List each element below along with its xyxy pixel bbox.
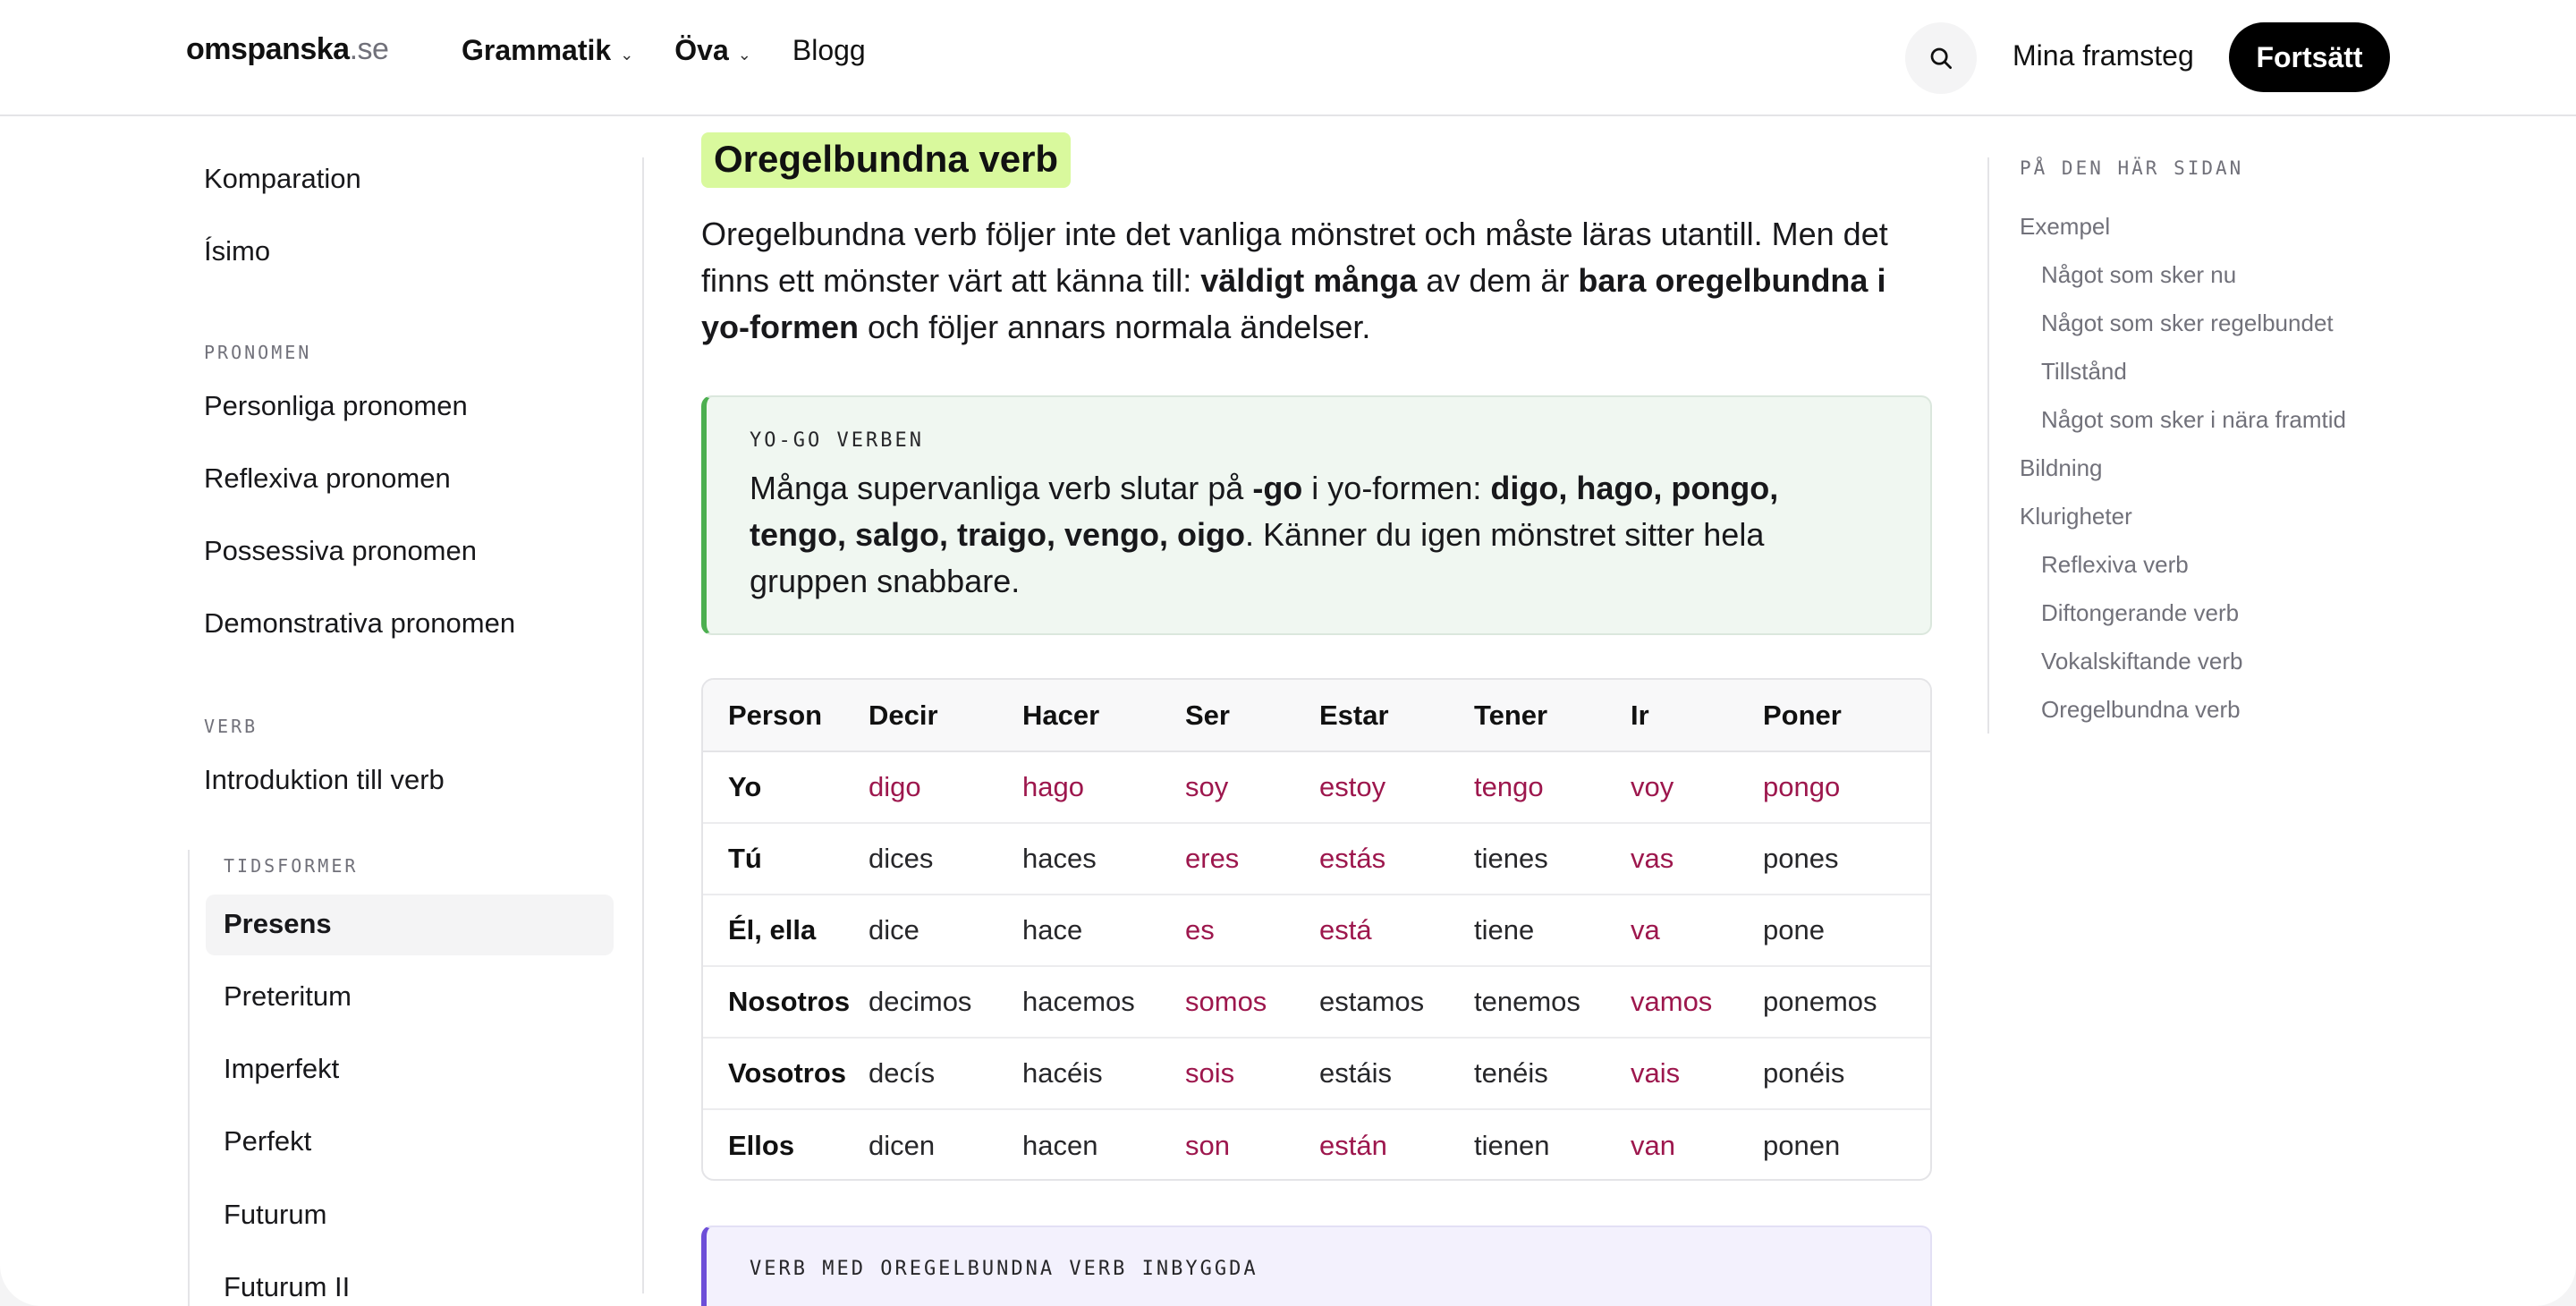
irregular-form-cell: sois — [1185, 1038, 1319, 1109]
yo-go-callout — [701, 395, 1932, 635]
intro-paragraph — [701, 211, 1932, 351]
toc-item-regelbundet[interactable]: Något som sker regelbundet — [2041, 310, 2334, 336]
irregular-form-cell: eres — [1185, 823, 1319, 895]
toc-item-nara-framtid[interactable]: Något som sker i nära framtid — [2041, 406, 2347, 433]
chevron-down-icon: ⌄ — [620, 46, 634, 64]
form-cell: ponéis — [1763, 1038, 1930, 1109]
table-row — [703, 1109, 1930, 1181]
table-row — [703, 895, 1930, 966]
table-row — [703, 1038, 1930, 1109]
sidebar-item-futurum-ii[interactable]: Futurum II — [224, 1271, 351, 1302]
irregular-form-cell: somos — [1185, 966, 1319, 1038]
irregular-form-cell: va — [1631, 895, 1763, 966]
callout-text — [750, 465, 1877, 605]
sidebar-heading-pronomen: PRONOMEN — [204, 342, 312, 363]
form-cell: dice — [869, 895, 1022, 966]
sidebar-item-introduktion-verb[interactable]: Introduktion till verb — [204, 764, 445, 795]
toc-item-vokalskiftande-verb[interactable]: Vokalskiftande verb — [2041, 648, 2243, 674]
section-title: Oregelbundna verb — [701, 132, 1071, 188]
inbyggda-callout — [701, 1225, 1932, 1306]
sidebar-item-futurum[interactable]: Futurum — [224, 1199, 327, 1230]
sidebar-item-demonstrativa-pronomen[interactable]: Demonstrativa pronomen — [204, 607, 516, 639]
chevron-down-icon: ⌄ — [737, 46, 751, 64]
column-header: Hacer — [1022, 680, 1185, 751]
irregular-form-cell: van — [1631, 1129, 1675, 1161]
irregular-form-cell: tengo — [1474, 751, 1631, 823]
form-cell: dices — [869, 823, 1022, 895]
person-cell: Yo — [703, 751, 869, 823]
continue-button[interactable]: Fortsätt — [2229, 22, 2390, 92]
irregular-form-cell: estás — [1319, 823, 1474, 895]
form-cell: estáis — [1319, 1038, 1474, 1109]
callout-text-3: . Känner du igen mönstret sitter hela gruppen snabbare. — [750, 516, 1765, 599]
nav-grammatik-label: Grammatik — [462, 34, 612, 66]
toc-item-nagot-som-sker-nu[interactable]: Något som sker nu — [2041, 261, 2237, 288]
irregular-form-cell: soy — [1185, 751, 1319, 823]
form-cell: decís — [869, 1038, 1022, 1109]
site-logo[interactable] — [186, 32, 388, 67]
callout-text-2: i yo-formen: — [1302, 470, 1491, 506]
toc-item-klurigheter[interactable]: Klurigheter — [2020, 503, 2132, 530]
intro-text-2: av dem är — [1417, 262, 1579, 299]
callout-bold-1: -go — [1252, 470, 1303, 506]
logo-tld: .se — [349, 32, 389, 66]
irregular-form-cell: voy — [1631, 751, 1763, 823]
form-cell: estamos — [1319, 966, 1474, 1038]
callout-label: YO-GO VERBEN — [750, 429, 924, 452]
form-cell: ponemos — [1763, 966, 1930, 1038]
irregular-form-cell: estoy — [1319, 751, 1474, 823]
main-nav — [462, 34, 866, 67]
sidebar-item-komparation[interactable]: Komparation — [204, 163, 361, 194]
nav-ova-label: Öva — [674, 34, 729, 66]
table-header-row — [703, 680, 1930, 751]
form-cell: hacen — [1022, 1129, 1098, 1161]
toc-item-diftongerande-verb[interactable]: Diftongerande verb — [2041, 599, 2240, 626]
irregular-form-cell: son — [1185, 1129, 1230, 1161]
intro-text-3: och följer annars normala ändelser. — [859, 309, 1371, 345]
form-cell: tenemos — [1474, 966, 1631, 1038]
irregular-form-cell: vas — [1631, 823, 1763, 895]
irregular-form-cell: vais — [1631, 1038, 1763, 1109]
column-header: Tener — [1474, 680, 1631, 751]
form-cell: hacéis — [1022, 1038, 1185, 1109]
sidebar-heading-verb: VERB — [204, 716, 258, 737]
callout-text-1: Många supervanliga verb slutar på — [750, 470, 1253, 506]
table-row — [703, 751, 1930, 823]
callout-label: VERB MED OREGELBUNDNA VERB INBYGGDA — [750, 1258, 1258, 1280]
toc-item-oregelbundna-verb[interactable]: Oregelbundna verb — [2041, 696, 2241, 723]
form-cell: tiene — [1474, 895, 1631, 966]
person-cell: Vosotros — [703, 1038, 869, 1109]
nav-ova[interactable] — [674, 34, 751, 67]
person-cell: Tú — [703, 823, 869, 895]
form-cell: ponen — [1763, 1129, 1841, 1161]
sidebar-item-reflexiva-pronomen[interactable]: Reflexiva pronomen — [204, 462, 451, 494]
column-header: Decir — [869, 680, 1022, 751]
toc-item-tillstand[interactable]: Tillstånd — [2041, 358, 2127, 385]
logo-name: omspanska — [186, 32, 350, 66]
nav-grammatik[interactable] — [462, 34, 633, 67]
column-header: Poner — [1763, 680, 1930, 751]
form-cell: pone — [1763, 895, 1930, 966]
table-row — [703, 966, 1930, 1038]
sidebar-item-possessiva-pronomen[interactable]: Possessiva pronomen — [204, 535, 477, 566]
top-header — [0, 0, 2576, 116]
sidebar-item-personliga-pronomen[interactable]: Personliga pronomen — [204, 390, 468, 421]
form-cell: haces — [1022, 823, 1185, 895]
toc-item-bildning[interactable]: Bildning — [2020, 454, 2103, 481]
person-cell: Nosotros — [703, 966, 869, 1038]
irregular-form-cell: hago — [1022, 751, 1185, 823]
form-cell: pones — [1763, 823, 1930, 895]
sidebar-item-preteritum[interactable]: Preteritum — [224, 980, 352, 1012]
nav-blogg-label: Blogg — [792, 34, 866, 66]
column-header: Estar — [1319, 680, 1474, 751]
column-header: Ser — [1185, 680, 1319, 751]
intro-text-1: Oregelbundna verb följer inte det vanliga mönstret och måste läras utantill. Men det finns ett mönster värt att känna till: — [701, 216, 1888, 299]
sidebar-item-perfekt[interactable]: Perfekt — [224, 1125, 312, 1157]
toc-item-reflexiva-verb[interactable]: Reflexiva verb — [2041, 551, 2189, 578]
toc-heading: PÅ DEN HÄR SIDAN — [2020, 157, 2244, 179]
form-cell: tenéis — [1474, 1038, 1631, 1109]
search-icon — [1928, 45, 1954, 72]
person-cell: Ellos — [728, 1129, 795, 1161]
column-header: Ir — [1631, 680, 1763, 751]
sidebar-item-isimo[interactable]: Ísimo — [204, 235, 271, 267]
irregular-form-cell: es — [1185, 895, 1319, 966]
form-cell: tienes — [1474, 823, 1631, 895]
my-progress-link[interactable]: Mina framsteg — [2012, 39, 2194, 72]
nav-blogg[interactable] — [792, 34, 866, 67]
intro-bold-2: bara oregelbundna i yo-formen — [701, 262, 1886, 345]
callout-bold-2: digo, hago, pongo, tengo, salgo, traigo, vengo, oigo — [750, 470, 1779, 553]
person-cell: Él, ella — [703, 895, 869, 966]
sidebar-heading-tidsformer: TIDSFORMER — [224, 855, 359, 877]
form-cell: dicen — [869, 1129, 936, 1161]
form-cell: hace — [1022, 895, 1185, 966]
form-cell: hacemos — [1022, 966, 1185, 1038]
sidebar-subgroup-line — [188, 850, 190, 1306]
toc-item-exempel[interactable]: Exempel — [2020, 213, 2111, 240]
sidebar-divider — [642, 157, 644, 1293]
irregular-form-cell: está — [1319, 895, 1474, 966]
toc-line — [1987, 157, 1989, 734]
form-cell: tienen — [1474, 1129, 1550, 1161]
sidebar-item-imperfekt[interactable]: Imperfekt — [224, 1053, 340, 1084]
search-button[interactable] — [1905, 22, 1977, 94]
conjugation-table — [701, 678, 1932, 1181]
irregular-form-cell: vamos — [1631, 966, 1763, 1038]
column-header: Person — [703, 680, 869, 751]
form-cell: decimos — [869, 966, 1022, 1038]
irregular-form-cell: pongo — [1763, 751, 1930, 823]
irregular-form-cell: digo — [869, 751, 1022, 823]
intro-bold-1: väldigt många — [1200, 262, 1418, 299]
irregular-form-cell: están — [1319, 1129, 1387, 1161]
left-sidebar — [0, 116, 644, 1306]
sidebar-item-presens[interactable]: Presens — [224, 908, 332, 939]
table-row — [703, 823, 1930, 895]
